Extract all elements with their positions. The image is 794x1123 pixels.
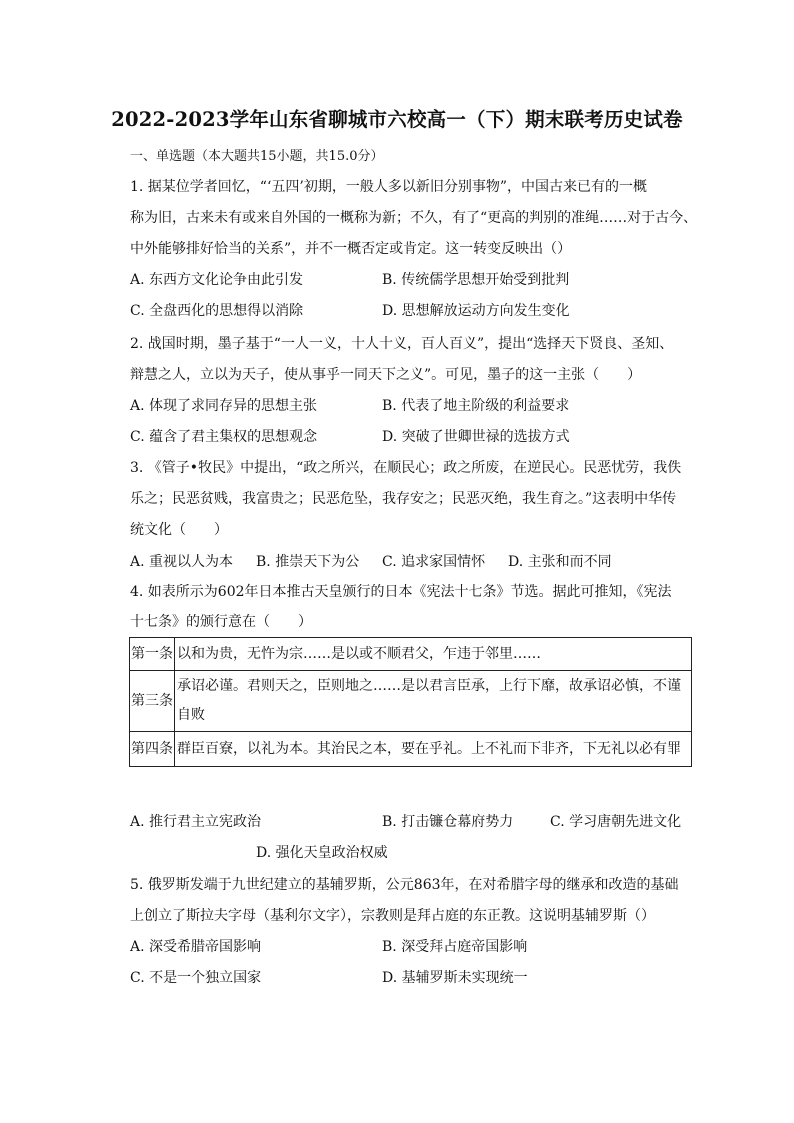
q2-option-a: A. 体现了求同存异的思想主张 [130, 398, 318, 414]
table-row-text: 群臣百寮，以礼为本。其治民之本，要在乎礼。上不礼而下非齐，下无礼以必有罪 [175, 732, 692, 767]
q3-line-2: 乐之；民恶贫贱，我富贵之；民恶危坠，我存安之；民恶灭绝，我生育之。”这表明中华传 [130, 491, 677, 507]
q4-option-b: B. 打击镰仓幕府势力 [382, 814, 514, 830]
q2-option-d: D. 突破了世卿世禄的选拔方式 [382, 429, 570, 445]
q4-option-c: C. 学习唐朝先进文化 [550, 814, 682, 830]
q1-line-1: 1. 据某位学者回忆，“‘五四’初期，一般人多以新旧分别事物”，中国古来已有的一概 [130, 179, 648, 195]
q3-line-3: 统文化（ ） [130, 522, 228, 538]
q3-option-d: D. 主张和而不同 [508, 554, 612, 570]
q2-line-2: 辩慧之人，立以为天子，使从事乎一同天下之义”。可见，墨子的这一主张（ ） [130, 367, 642, 383]
table-row [130, 638, 692, 671]
q5-line-1: 5. 俄罗斯发端于九世纪建立的基辅罗斯，公元863年，在对希腊字母的继承和改造的基础 [130, 877, 679, 893]
q3-line-1: 3. 《管子•牧民》中提出，“政之所兴，在顺民心；政之所废，在逆民心。民恶忧劳，我佚 [130, 460, 682, 476]
table-row [130, 671, 692, 732]
q2-option-b: B. 代表了地主阶级的利益要求 [382, 398, 570, 414]
section-heading: 一、单选题（本大题共15小题，共15.0分） [130, 149, 384, 164]
q5-option-d: D. 基辅罗斯未实现统一 [382, 970, 528, 986]
q5-option-b: B. 深受拜占庭帝国影响 [382, 939, 528, 955]
table-row-text: 以和为贵，无忤为宗……是以或不顺君父，乍违于邻里…… [175, 638, 692, 671]
q1-line-2: 称为旧，古来未有或来自外国的一概称为新；不久，有了“更高的判别的准绳……对于古今、 [130, 210, 698, 226]
q3-option-c: C. 追求家国情怀 [382, 554, 486, 570]
q1-option-a: A. 东西方文化论争由此引发 [130, 272, 304, 288]
q5-option-c: C. 不是一个独立国家 [130, 970, 262, 986]
q4-option-a: A. 推行君主立宪政治 [130, 814, 262, 830]
q1-line-3: 中外能够排好恰当的关系”，并不一概否定或肯定。这一转变反映出（） [130, 241, 572, 257]
q4-option-d: D. 强化天皇政治权威 [256, 845, 388, 861]
q2-line-1: 2. 战国时期，墨子基于“一人一义，十人十义，百人百义”，提出“选择天下贤良、圣知、 [130, 336, 674, 352]
table-row-head: 第一条 [130, 638, 175, 671]
q1-option-d: D. 思想解放运动方向发生变化 [382, 303, 570, 319]
q4-line-2: 十七条》的颁行意在（ ） [130, 614, 312, 630]
table-row-head: 第四条 [130, 732, 175, 767]
q3-option-b: B. 推崇天下为公 [256, 554, 360, 570]
q1-option-b: B. 传统儒学思想开始受到批判 [382, 272, 570, 288]
constitution-table [129, 637, 692, 767]
table-row-head: 第三条 [130, 671, 175, 732]
table-row-text: 承诏必谨。君则天之，臣则地之……是以君言臣承，上行下靡，故承诏必慎，不谨自败 [175, 671, 692, 732]
exam-title: 2022-2023学年山东省聊城市六校高一（下）期末联考历史试卷 [111, 108, 683, 131]
q1-option-c: C. 全盘西化的思想得以消除 [130, 303, 304, 319]
table-row [130, 732, 692, 767]
q2-option-c: C. 蕴含了君主集权的思想观念 [130, 429, 318, 445]
q4-line-1: 4. 如表所示为602年日本推古天皇颁行的日本《宪法十七条》节选。据此可推知，《宪法 [130, 584, 672, 600]
q5-option-a: A. 深受希腊帝国影响 [130, 939, 262, 955]
q5-line-2: 上创立了斯拉夫字母（基利尔文字），宗教则是拜占庭的东正教。这说明基辅罗斯（） [130, 908, 655, 924]
q3-option-a: A. 重视以人为本 [130, 554, 234, 570]
